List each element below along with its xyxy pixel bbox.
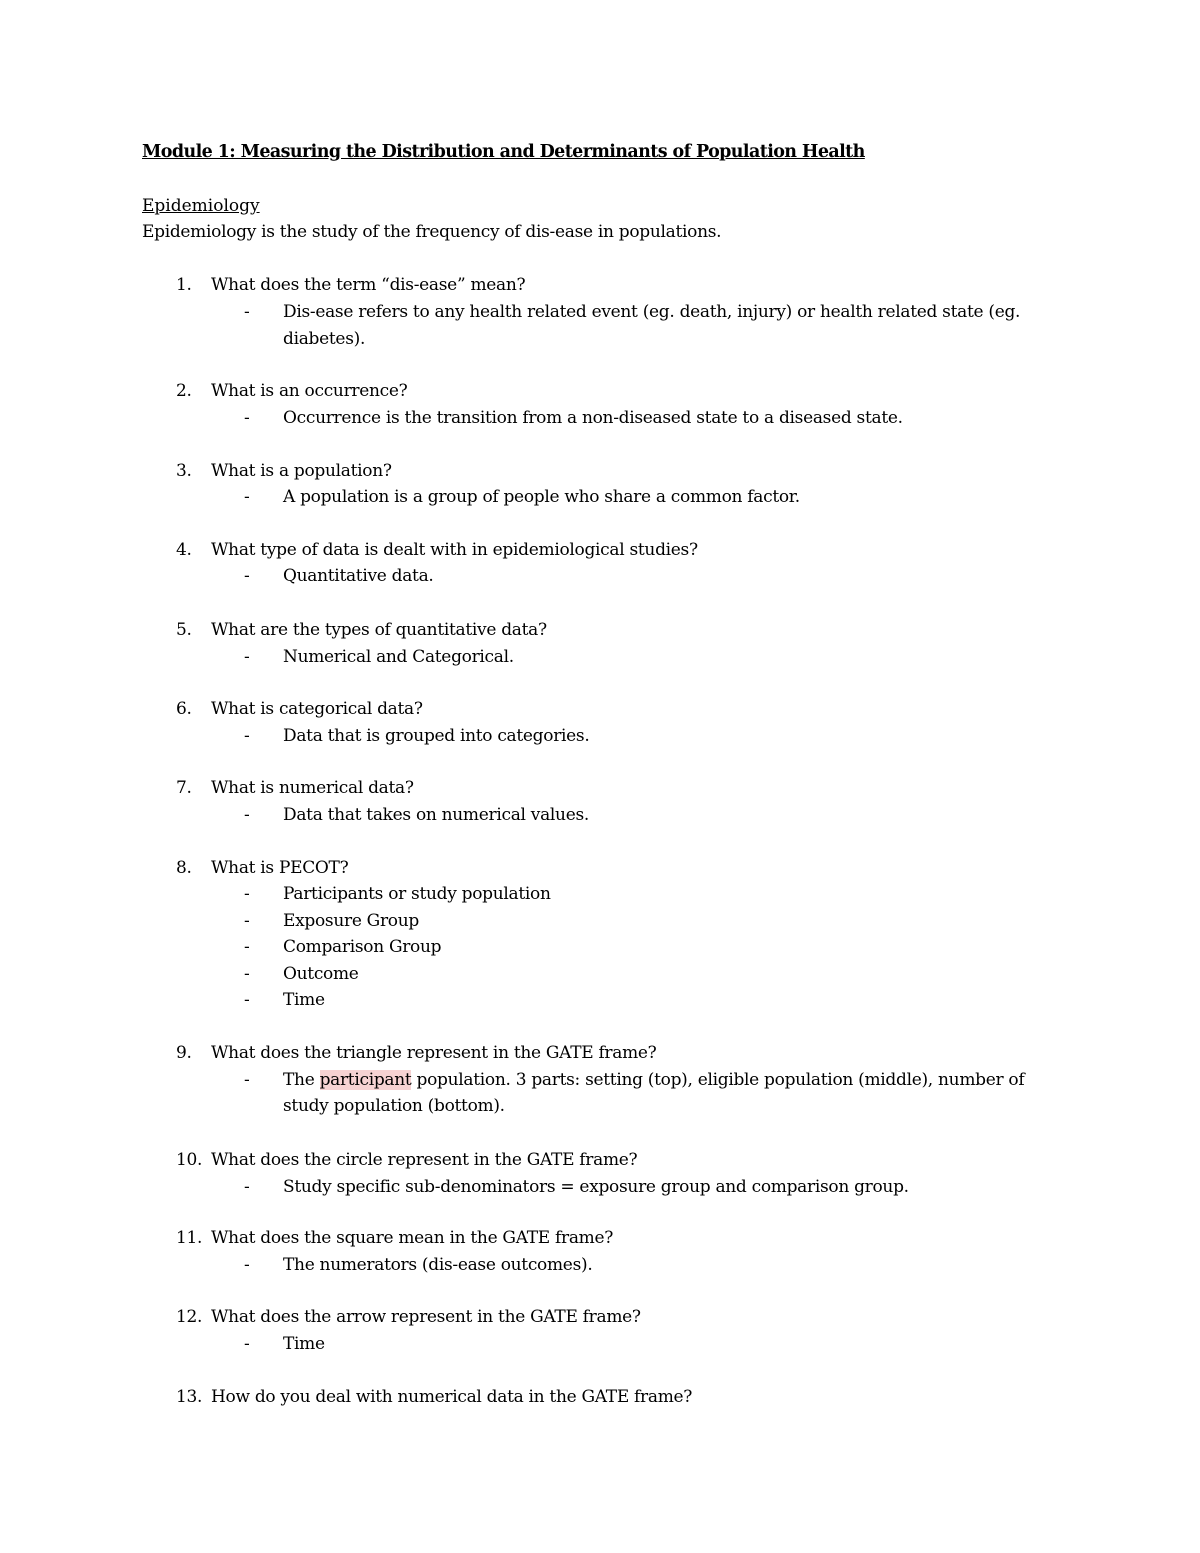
answer-9-continuation: study population (bottom). xyxy=(283,1096,505,1116)
question-2: 2. What is an occurrence? xyxy=(176,381,408,401)
question-7: 7. What is numerical data? xyxy=(176,778,414,798)
question-4: 4. What type of data is dealt with in epidemiological studies? xyxy=(176,540,698,560)
answer-1: - Dis-ease refers to any health related event (eg. death, injury) or health related state (eg. xyxy=(244,302,1021,322)
question-6: 6. What is categorical data? xyxy=(176,699,423,719)
answer-1-continuation: diabetes). xyxy=(283,329,366,349)
question-1: 1. What does the term “dis-ease” mean? xyxy=(176,275,526,295)
answer-7: - Data that takes on numerical values. xyxy=(244,805,589,825)
question-5: 5. What are the types of quantitative data? xyxy=(176,620,547,640)
answer-12: - Time xyxy=(244,1334,325,1354)
answer-11: - The numerators (dis-ease outcomes). xyxy=(244,1255,593,1275)
answer-8-item-1: - Participants or study population xyxy=(244,884,551,904)
answer-4: - Quantitative data. xyxy=(244,566,434,586)
answer-8-item-2: - Exposure Group xyxy=(244,911,419,931)
section-intro: Epidemiology is the study of the frequency of dis-ease in populations. xyxy=(142,222,722,242)
answer-8-item-5: - Time xyxy=(244,990,325,1010)
answer-5: - Numerical and Categorical. xyxy=(244,647,514,667)
question-9: 9. What does the triangle represent in the GATE frame? xyxy=(176,1043,657,1063)
answer-9: - The participant population. 3 parts: setting (top), eligible population (middle), number of xyxy=(244,1070,1025,1090)
answer-10: - Study specific sub-denominators = exposure group and comparison group. xyxy=(244,1177,909,1197)
question-10: 10. What does the circle represent in the GATE frame? xyxy=(176,1150,638,1170)
question-13: 13. How do you deal with numerical data in the GATE frame? xyxy=(176,1387,693,1407)
answer-8-item-3: - Comparison Group xyxy=(244,937,442,957)
question-11: 11. What does the square mean in the GATE frame? xyxy=(176,1228,614,1248)
answer-3: - A population is a group of people who share a common factor. xyxy=(244,487,800,507)
answer-2: - Occurrence is the transition from a non-diseased state to a diseased state. xyxy=(244,408,903,428)
answer-6: - Data that is grouped into categories. xyxy=(244,726,590,746)
page-title: Module 1: Measuring the Distribution and Determinants of Population Health xyxy=(142,142,865,162)
question-12: 12. What does the arrow represent in the GATE frame? xyxy=(176,1307,641,1327)
section-heading: Epidemiology xyxy=(142,196,260,216)
highlighted-word: participant xyxy=(319,1070,412,1090)
question-3: 3. What is a population? xyxy=(176,461,392,481)
question-8: 8. What is PECOT? xyxy=(176,858,349,878)
answer-8-item-4: - Outcome xyxy=(244,964,359,984)
